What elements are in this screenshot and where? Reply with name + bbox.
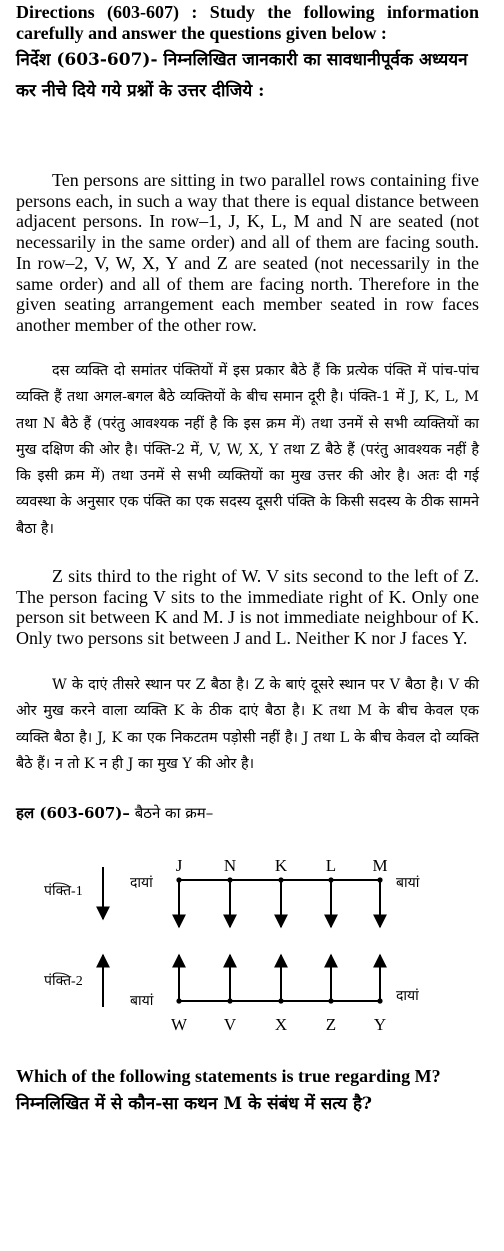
row1-persons bbox=[176, 856, 388, 927]
row2-seat-dot bbox=[227, 998, 232, 1003]
row1-person-label: J bbox=[175, 856, 183, 875]
row2-seat-dot bbox=[278, 998, 283, 1003]
row2-person-label: V bbox=[223, 1015, 237, 1034]
row1-seat-dot bbox=[176, 877, 181, 882]
row2-person-label: X bbox=[274, 1015, 288, 1034]
row1-person-label: L bbox=[325, 856, 337, 875]
row2-right-side-label: दायां bbox=[396, 989, 419, 1004]
row1-person-label: N bbox=[223, 856, 237, 875]
directions-english: Directions (603-607) : Study the following information carefully and answer the questions given below : bbox=[16, 2, 479, 43]
row1-seat-dot bbox=[377, 877, 382, 882]
row2-seat-dot bbox=[176, 998, 181, 1003]
seating-diagram bbox=[0, 845, 504, 1060]
row2-person-label: Y bbox=[373, 1015, 387, 1034]
paragraph-2-english: Z sits third to the right of W. V sits second to the left of Z. The person facing V sits to the immediate right of K. Only one person sit between K and M. J is not immediate neighbour of K. Only two persons sit between J and L. Neither K nor J faces Y. bbox=[16, 566, 479, 649]
row1-right-side-label: बायां bbox=[396, 876, 420, 891]
directions-block bbox=[16, 2, 479, 107]
solution-label: हल (603-607)– bbox=[16, 804, 130, 822]
row2-left-side-label: बायां bbox=[130, 994, 154, 1009]
paragraph-2-hindi: W के दाएं तीसरे स्थान पर Z बैठा है। Z के बाएं दूसरे स्थान पर V बैठा है। V की ओर मुख करने वाला व्यक्ति K के ठीक दाएं बैठा है। K तथा M के बीच केवल एक व्यक्ति बैठा है। J, K का एक निकटतम पड़ोसी नहीं है। J तथा L के बीच केवल दो व्यक्ति बैठे हैं। न तो K न ही J का मुख Y की ओर है। bbox=[16, 677, 479, 772]
question-block bbox=[16, 1066, 479, 1120]
row1-person-label: K bbox=[274, 856, 288, 875]
row2-seat-dot bbox=[328, 998, 333, 1003]
row2-seat-dot bbox=[377, 998, 382, 1003]
row1-label: पंक्ति-1 bbox=[44, 884, 83, 899]
paragraph-1-hindi: दस व्यक्ति दो समांतर पंक्तियों में इस प्रकार बैठे हैं कि प्रत्येक पंक्ति में पांच-पांच व्यक्ति हैं तथा अगल-बगल बैठे व्यक्तियों के बीच समान दूरी है। पंक्ति-1 में J, K, L, M तथा N बैठे हैं (परंतु आवश्यक नहीं है कि इस क्रम में) तथा उनमें से सभी व्यक्तियों का मुख दक्षिण की ओर है। पंक्ति-2 में, V, W, X, Y तथा Z बैठे हैं (परंतु आवश्यक नहीं है कि इसी क्रम में) तथा उनमें से सभी व्यक्तियों का मुख उत्तर की ओर है। अतः दी गई व्यवस्था के अनुसार एक पंक्ति का एक सदस्य दूसरी पंक्ति के किसी सदस्य के ठीक सामने बैठा है। bbox=[16, 363, 479, 537]
solution-line bbox=[16, 802, 479, 824]
row1-seat-dot bbox=[328, 877, 333, 882]
row2-label: पंक्ति-2 bbox=[44, 974, 83, 989]
row2-person-label: Z bbox=[325, 1015, 337, 1034]
directions-hindi: निर्देश (603-607)- निम्नलिखित जानकारी का सावधानीपूर्वक अध्ययन कर नीचे दिये गये प्रश्नों के उत्तर दीजिये : bbox=[16, 50, 468, 101]
row1-left-side-label: दायां bbox=[130, 876, 153, 891]
row2-person-label: W bbox=[170, 1015, 188, 1034]
solution-text: बैठने का क्रम– bbox=[134, 804, 214, 822]
row1-seat-dot bbox=[227, 877, 232, 882]
question-english: Which of the following statements is true regarding M? bbox=[16, 1066, 441, 1086]
question-hindi: निम्नलिखित में से कौन-सा कथन M के संबंध में सत्य है? bbox=[16, 1094, 372, 1114]
row1-person-label: M bbox=[372, 856, 388, 875]
paragraph-1-english: Ten persons are sitting in two parallel rows containing five persons each, in such a way that there is equal distance between adjacent persons. In row–1, J, K, L, M and N are seated (not necessarily in the same order) and all of them are facing south. In row–2, V, W, X, Y and Z are seated (not necessarily in the same order) and all of them are facing north. Therefore in the given seating arrangement each member seated in row faces another member of the other row. bbox=[16, 170, 479, 335]
row2-persons bbox=[171, 955, 386, 1034]
row1-seat-dot bbox=[278, 877, 283, 882]
